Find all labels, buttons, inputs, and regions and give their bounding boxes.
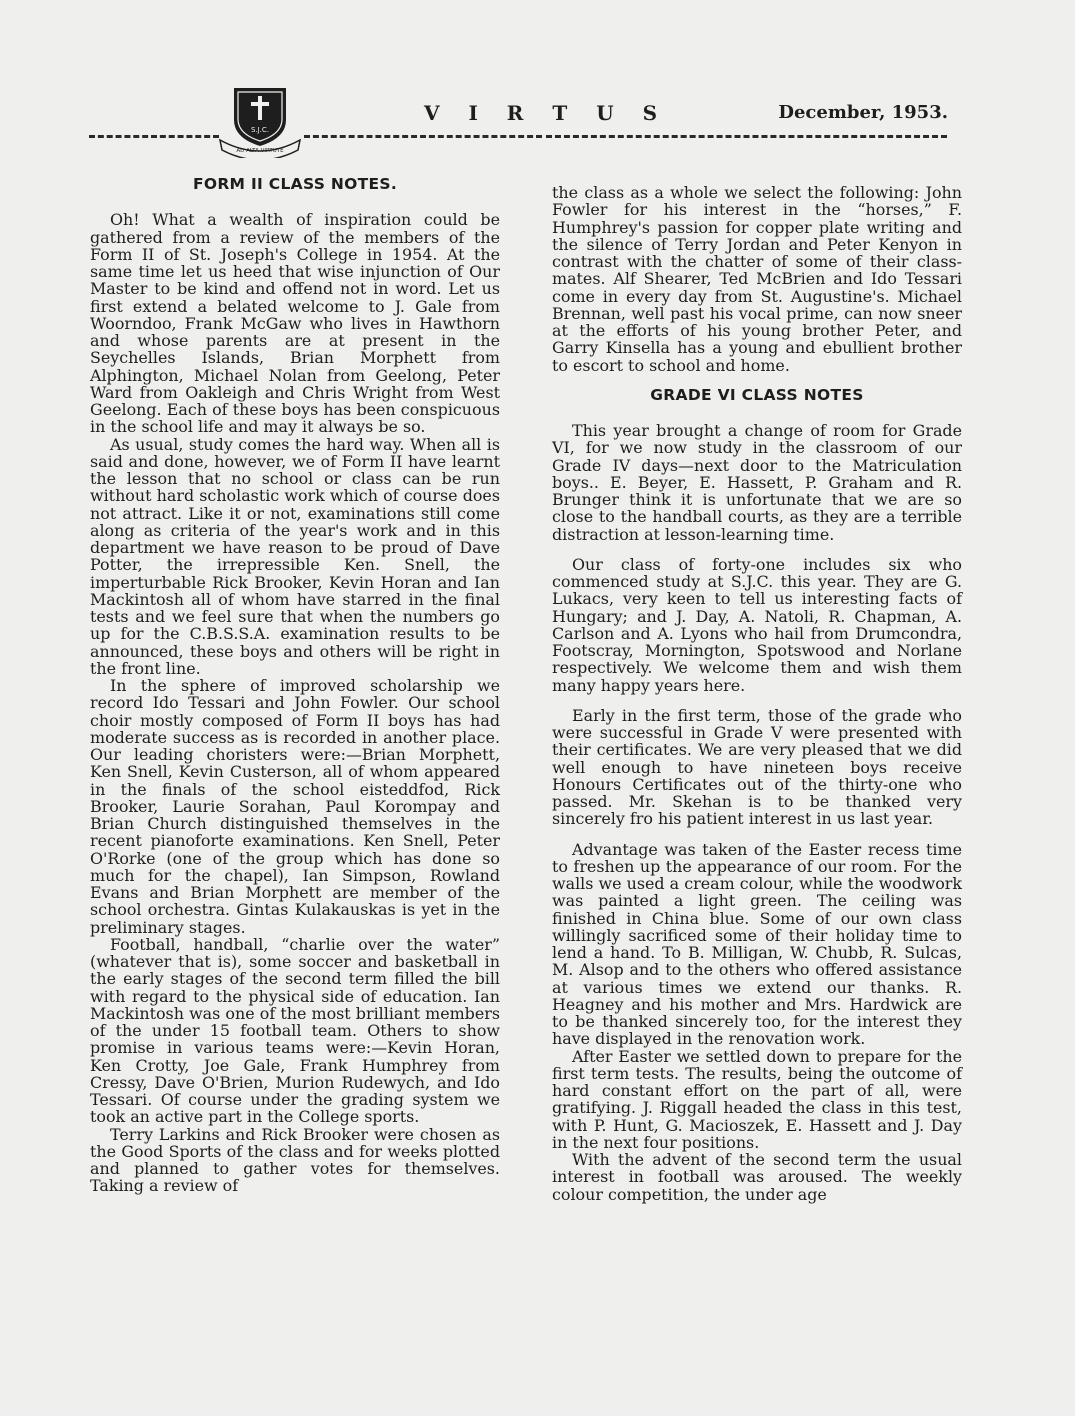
issue-date: December, 1953. (778, 102, 948, 123)
crest-motto: AD ALTA VIRTUTE (236, 148, 284, 154)
paragraph: Early in the first term, those of the grade who were successful in Grade V were presented with their certificates. We are very pleased that we did well enough to have nineteen boys receive Honours Certificates out of the thirty-one who passed. Mr. Skehan is to be thanked very sincerely fro his patient interest in us last year. (552, 705, 962, 829)
masthead (0, 0, 1075, 160)
paragraph: In the sphere of improved scholarship we record Ido Tessari and John Fowler. Our school choir mostly composed of Form II boys has had moderate success as is recorded in another place. Our leading choristers were:—Brian Morphett, Ken Snell, Kevin Custerson, all of whom appeared in the finals of the school eisteddfod, Rick Brooker, Laurie Sorahan, Paul Korompay and Brian Church distinguished themselves in the recent pianoforte examinations. Ken Snell, Peter O'Rorke (one of the group which has done so much for the chapel), Ian Simpson, Rowland Evans and Brian Morphett are member of the school orchestra. Gintas Kulakauskas is yet in the preliminary stages. (90, 676, 500, 937)
section-heading-form-ii: FORM II CLASS NOTES. (192, 175, 398, 193)
paragraph: Our class of forty-one includes six who commenced study at S.J.C. this year. They are G. Lukacs, very keen to tell us interesting facts of Hungary; and J. Day, A. Natoli, R. Chapman, A. Carlson and A. Lyons who hail from Drumcondra, Footscray, Mornington, Spotswood and Norlane respectively. We welcome them and wish them many happy years here. (552, 554, 962, 695)
header-rule (546, 135, 947, 138)
paragraph: Terry Larkins and Rick Brooker were chosen as the Good Sports of the class and for weeks plotted and planned to gather votes for themselves. Taking a review of (90, 1124, 500, 1196)
college-crest-icon (218, 80, 302, 158)
right-column (552, 184, 962, 1203)
paragraph: With the advent of the second term the usual interest in football was aroused. The weekly colour competition, the under age (552, 1150, 962, 1204)
paragraph: Football, handball, “charlie over the water” (whatever that is), some soccer and basketball in the early stages of the second term filled the bill with regard to the physical side of education. Ian Mackintosh was one of the most brilliant members of the under 15 football team. Others to show promise in various teams were:—Kevin Horan, Ken Crotty, Joe Gale, Frank Humphrey from Cressy, Dave O'Brien, Murion Rudewych, and Ido Tessari. Of course under the grading system we took an active part in the College sports. (90, 934, 500, 1127)
left-column (90, 176, 500, 1195)
paragraph: Oh! What a wealth of inspiration could be gathered from a review of the members of the Form II of St. Joseph's College in 1954. At the same time let us heed that wise injunction of Our Master to be kind and offend not in word. Let us first extend a belated welcome to J. Gale from Woorndoo, Frank McGaw who lives in Hawthorn and whose parents are at present in the Seychelles Islands, Brian Morphett from Alphington, Michael Nolan from Geelong, Peter Ward from Oakleigh and Chris Wright from West Geelong. Each of these boys has been conspicuous in the school life and may it always be so. (90, 210, 500, 437)
header-rule (89, 135, 219, 138)
publication-title: V I R T U S (424, 101, 669, 125)
crest-initials: S.J.C. (250, 126, 270, 134)
header-rule (304, 135, 542, 138)
paragraph: This year brought a change of room for Grade VI, for we now study in the classroom of our Grade IV days—next door to the Matriculation boys.. E. Beyer, E. Hassett, P. Graham and R. Brunger think it is unfortunate that we are so close to the handball courts, as they are a terrible distraction at lesson-learning time. (552, 421, 962, 544)
section-heading-grade-vi: GRADE VI CLASS NOTES (650, 385, 864, 404)
paragraph: After Easter we settled down to prepare for the first term tests. The results, being the outcome of hard constant effort on the part of all, were gratifying. J. Riggall headed the class in this test, with P. Hunt, G. Macioszek, E. Hassett and J. Day in the next four positions. (552, 1046, 962, 1152)
paragraph: As usual, study comes the hard way. When all is said and done, however, we of Form II have learnt the lesson that no school or class can be run without hard scholastic work which of course does not attract. Like it or not, examinations still come along as criteria of the year's work and in this department we have reason to be proud of Dave Potter, the irrepressible Ken. Snell, the imperturbable Rick Brooker, Kevin Horan and Ian Mackintosh all of whom have starred in the final tests and we feel sure that when the numbers go up for the C.B.S.S.A. examination results to be announced, these boys and others will be right in the front line. (90, 434, 500, 678)
paragraph: Advantage was taken of the Easter recess time to freshen up the appearance of our room. For the walls we used a cream colour, while the woodwork was painted a light green. The ceiling was finished in China blue. Some of our own class willingly sacrificed some of their holiday time to lend a hand. To B. Milligan, W. Chubb, R. Sulcas, M. Alsop and to the others who offered assistance at various times we extend our thanks. R. Heagney and his mother and Mrs. Hardwick are to be thanked sincerely too, for the interest they have displayed in the renovation work. (552, 839, 962, 1049)
paragraph-continuation: the class as a whole we select the following: John Fowler for his interest in the “horses,” F. Humphrey's passion for copper plate writing and the silence of Terry Jordan and Peter Kenyon in contrast with the chatter of some of their class-mates. Alf Shearer, Ted McBrien and Ido Tessari come in every day from St. Augustine's. Michael Brennan, well past his vocal prime, can now sneer at the efforts of his young brother Peter, and Garry Kinsella has a young and ebullient brother to escort to school and home. (552, 183, 962, 375)
